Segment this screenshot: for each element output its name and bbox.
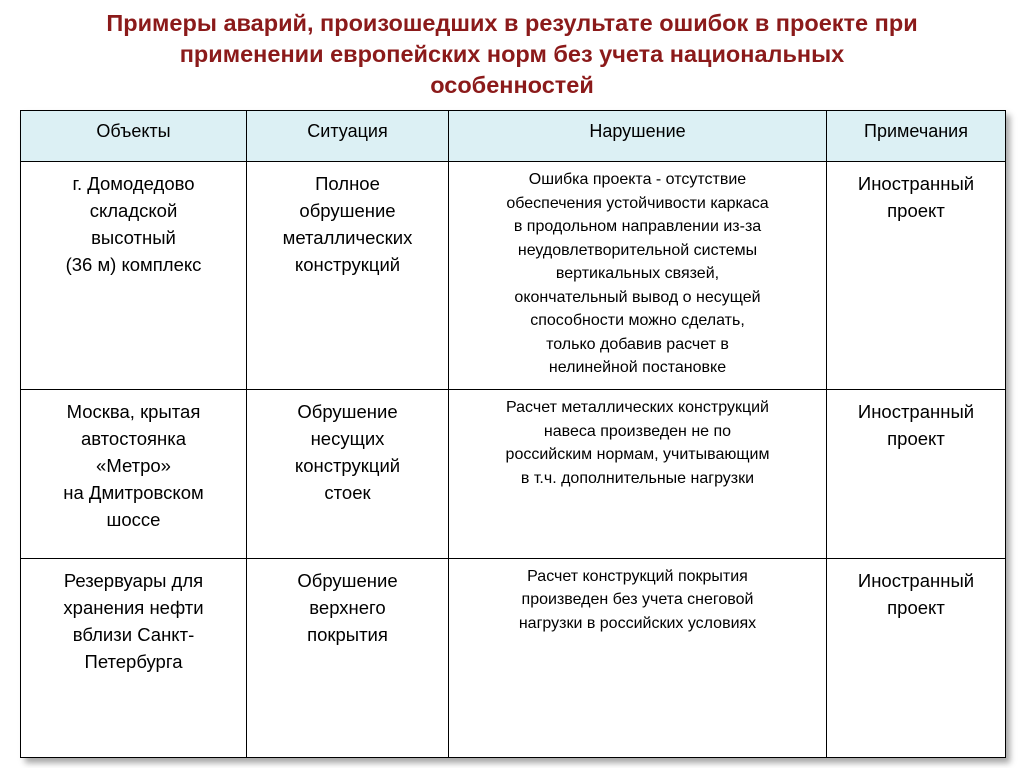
- cell-situation: Обрушение несущих конструкций стоек: [247, 390, 449, 559]
- accidents-table: [20, 110, 1006, 758]
- cell-note: Иностранный проект: [827, 390, 1006, 559]
- cell-situation: Полное обрушение металлических конструкций: [247, 162, 449, 390]
- header-notes: Примечания: [827, 111, 1006, 162]
- header-violation: Нарушение: [449, 111, 827, 162]
- table-row: [21, 558, 1006, 757]
- cell-violation: Расчет металлических конструкций навеса произведен не по российским нормам, учитывающим в т.ч. дополнительные нагрузки: [449, 390, 827, 559]
- cell-object: Резервуары для хранения нефти вблизи Санкт- Петербурга: [21, 558, 247, 757]
- table-row: [21, 390, 1006, 559]
- accidents-table-container: [20, 110, 1005, 758]
- header-situation: Ситуация: [247, 111, 449, 162]
- header-objects: Объекты: [21, 111, 247, 162]
- cell-violation: Ошибка проекта - отсутствие обеспечения устойчивости каркаса в продольном направлении из-за неудовлетворительной системы вертикальных связей, окончательный вывод о несущей способности можно сделать, только добавив расчет в нелинейной постановке: [449, 162, 827, 390]
- cell-situation: Обрушение верхнего покрытия: [247, 558, 449, 757]
- title-line-1: Примеры аварий, произошедших в результате ошибок в проекте при: [106, 10, 918, 36]
- cell-violation: Расчет конструкций покрытия произведен без учета снеговой нагрузки в российских условиях: [449, 558, 827, 757]
- table-row: [21, 162, 1006, 390]
- cell-object: г. Домодедово складской высотный (36 м) комплекс: [21, 162, 247, 390]
- title-line-3: особенностей: [430, 72, 594, 98]
- cell-note: Иностранный проект: [827, 558, 1006, 757]
- table-header-row: [21, 111, 1006, 162]
- title-line-2: применении европейских норм без учета национальных: [179, 41, 845, 67]
- slide-title: [0, 8, 1024, 101]
- cell-note: Иностранный проект: [827, 162, 1006, 390]
- cell-object: Москва, крытая автостоянка «Метро» на Дмитровском шоссе: [21, 390, 247, 559]
